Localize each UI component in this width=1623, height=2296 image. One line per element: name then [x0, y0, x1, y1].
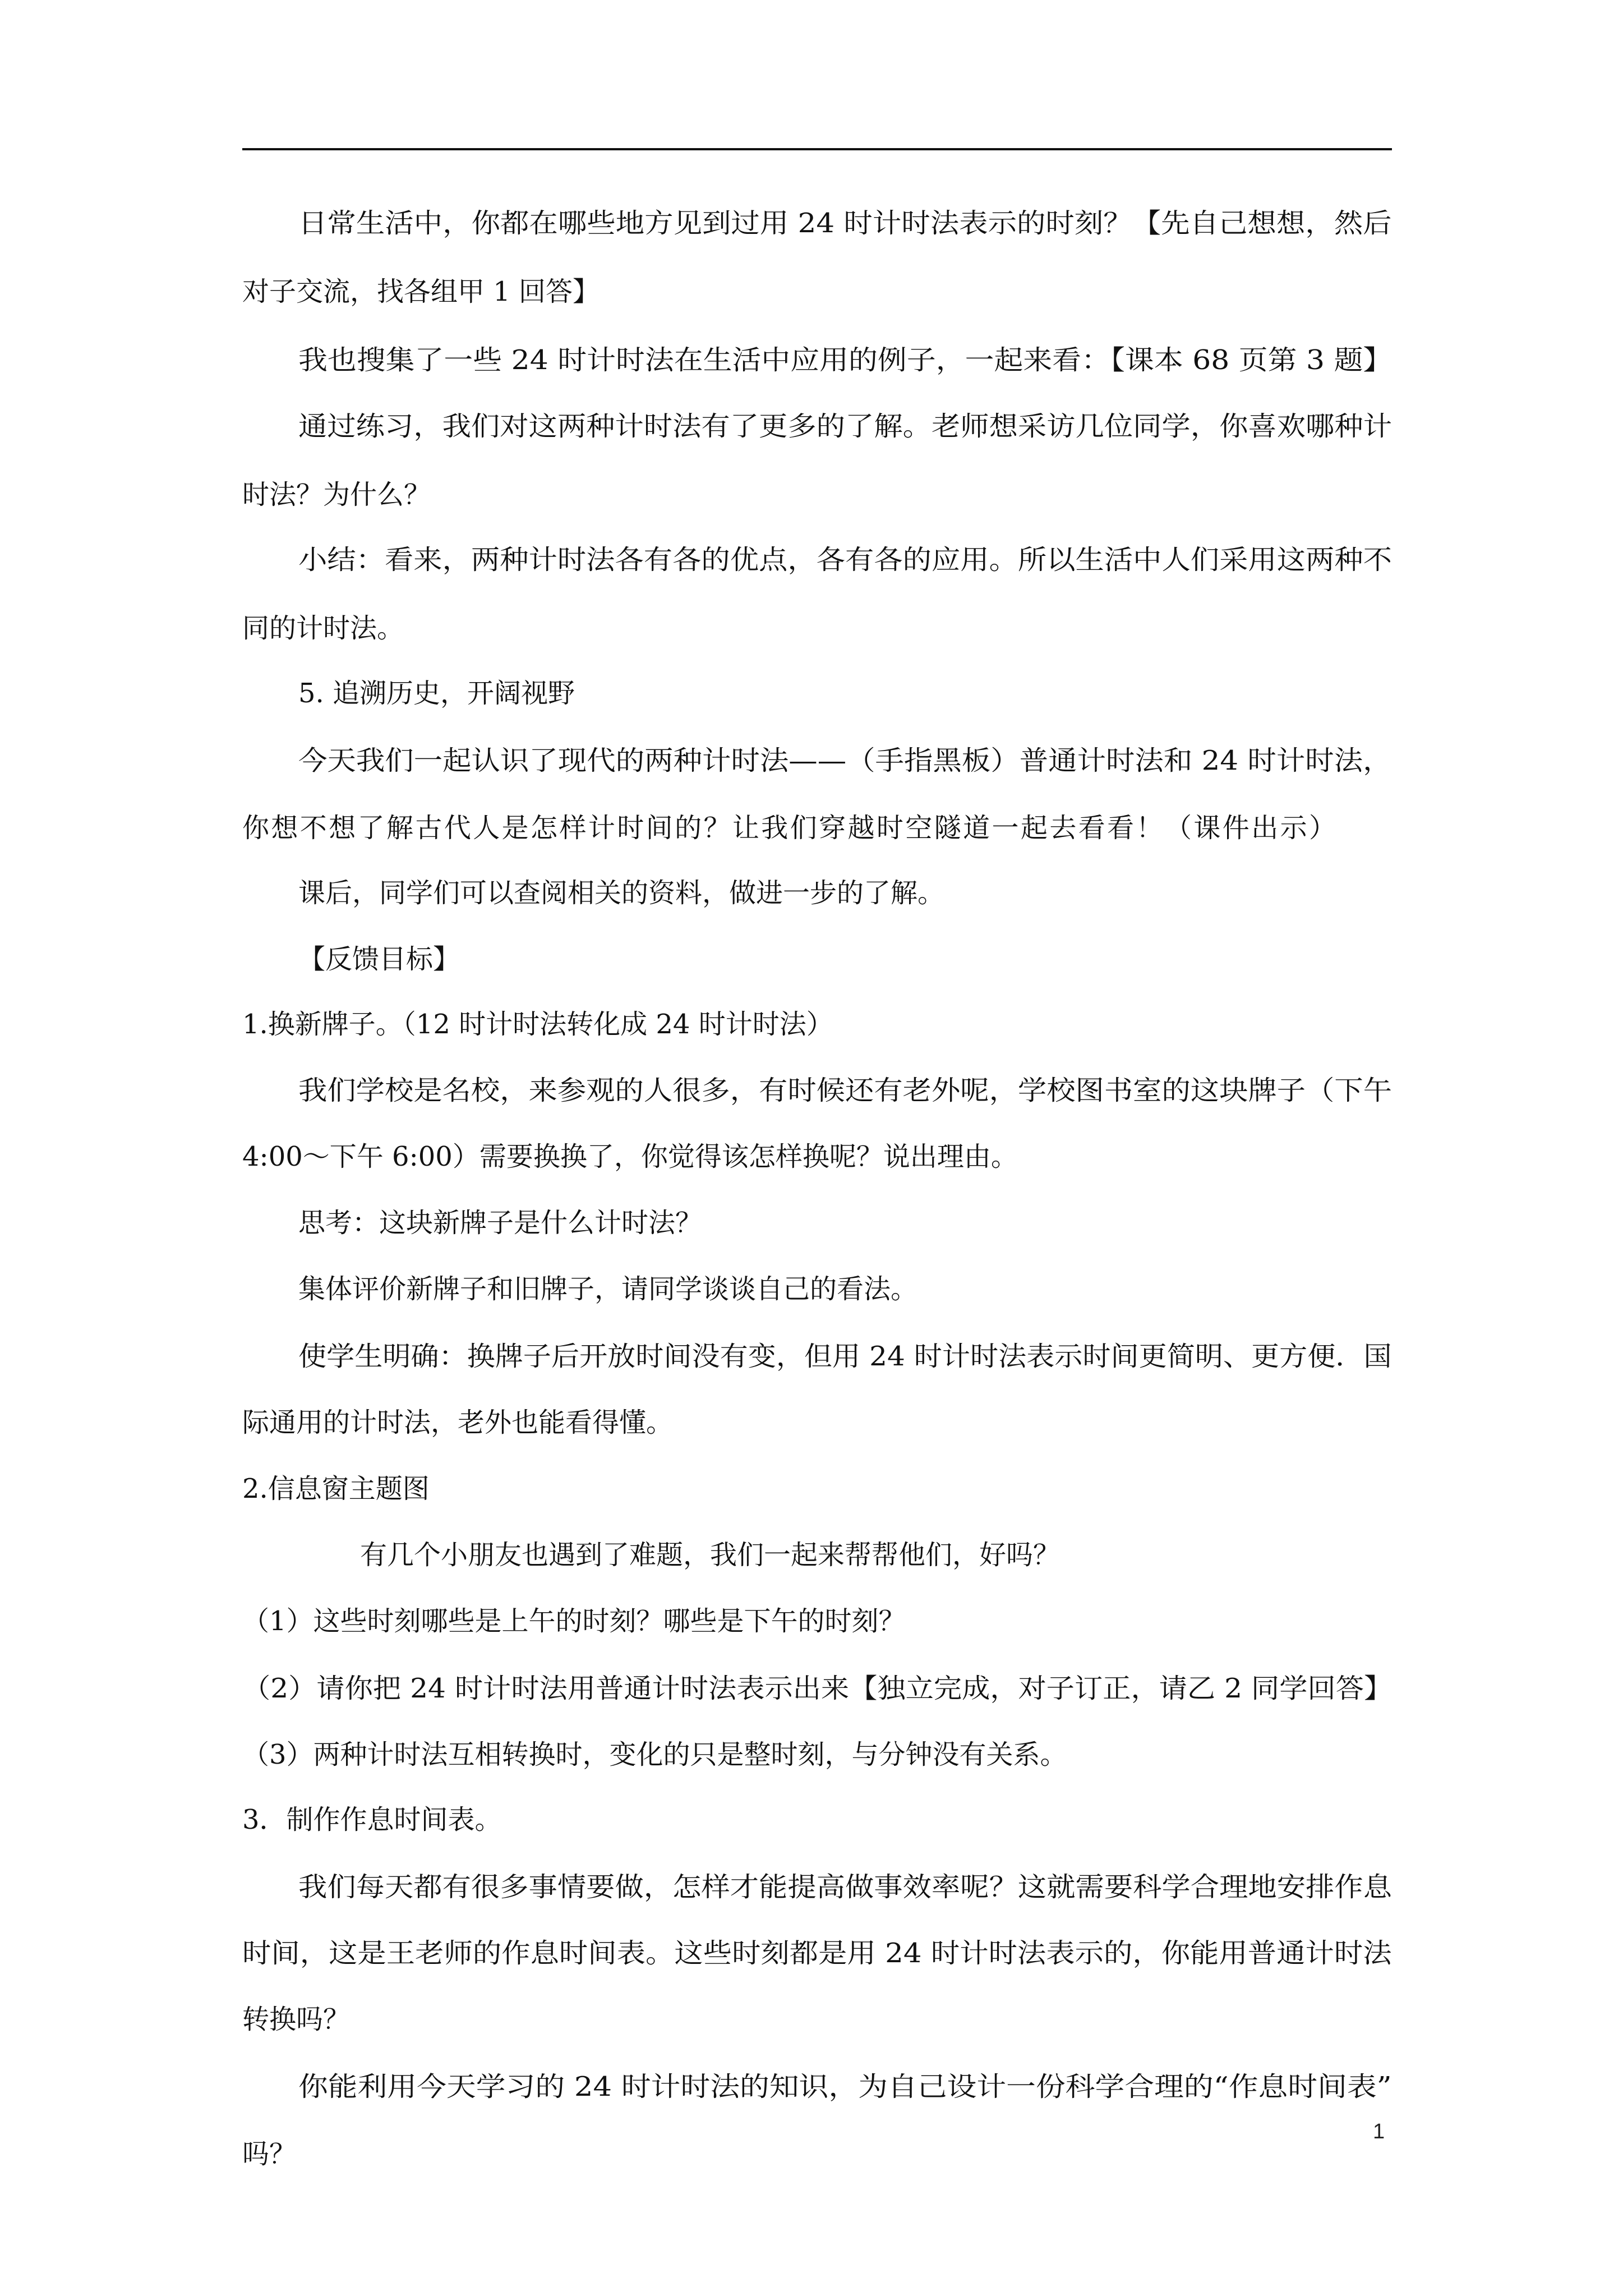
text-line: 1.换新牌子。（12 时计时法转化成 24 时计时法）	[242, 1009, 833, 1040]
text-line: 【反馈目标】	[298, 944, 460, 975]
text-line: 吗？	[242, 2138, 297, 2170]
text-line: （2）请你把 24 时计时法用普通计时法表示出来【独立完成，对子订正，请乙 2 同学回答】	[242, 1673, 1393, 1704]
text-line: 时间，这是王老师的作息时间表。这些时刻都是用 24 时计时法表示的，你能用普通计时法	[242, 1938, 1392, 1969]
text-line: 集体评价新牌子和旧牌子，请同学谈谈自己的看法。	[298, 1273, 918, 1305]
text-line: 今天我们一起认识了现代的两种计时法——（手指黑板）普通计时法和 24 时计时法，	[298, 745, 1392, 776]
text-line: 小结：看来，两种计时法各有各的优点，各有各的应用。所以生活中人们采用这两种不	[298, 544, 1393, 576]
text-line: 时法？为什么？	[242, 479, 431, 510]
text-line: 你能利用今天学习的 24 时计时法的知识，为自己设计一份科学合理的“作息时间表”	[298, 2071, 1392, 2102]
text-line: 使学生明确：换牌子后开放时间没有变，但用 24 时计时法表示时间更简明、更方便．国	[298, 1341, 1392, 1372]
text-line: 5. 追溯历史，开阔视野	[298, 678, 575, 709]
text-line: 思考：这块新牌子是什么计时法？	[298, 1207, 703, 1239]
text-line: （1）这些时刻哪些是上午的时刻？哪些是下午的时刻？	[242, 1605, 906, 1637]
text-line: 2.信息窗主题图	[242, 1473, 430, 1504]
text-line: 我们学校是名校，来参观的人很多，有时候还有老外呢，学校图书室的这块牌子（下午	[298, 1075, 1393, 1106]
text-line: 通过练习，我们对这两种计时法有了更多的了解。老师想采访几位同学，你喜欢哪种计	[298, 411, 1393, 442]
text-line: 3．制作作息时间表。	[242, 1804, 502, 1835]
text-line: 我们每天都有很多事情要做，怎样才能提高做事效率呢？这就需要科学合理地安排作息	[298, 1871, 1393, 1903]
page-number: 1	[1373, 2120, 1385, 2143]
text-line: 同的计时法。	[242, 613, 404, 644]
text-line: 4:00～下午 6:00）需要换换了，你觉得该怎样换呢？说出理由。	[242, 1141, 1018, 1172]
text-line: 对子交流，找各组甲 1 回答】	[242, 276, 600, 307]
text-line: 日常生活中，你都在哪些地方见到过用 24 时计时法表示的时刻？【先自己想想，然后	[298, 208, 1392, 239]
text-line: 我也搜集了一些 24 时计时法在生活中应用的例子，一起来看：【课本 68 页第 3 题】	[298, 344, 1393, 376]
text-line: 际通用的计时法，老外也能看得懂。	[242, 1407, 674, 1438]
header-rule	[242, 148, 1392, 150]
text-line: 你想不想了解古代人是怎样计时间的？让我们穿越时空隧道一起去看看！（课件出示）	[242, 812, 1338, 844]
text-line: 有几个小朋友也遇到了难题，我们一起来帮帮他们，好吗？	[360, 1539, 1061, 1571]
text-line: 转换吗？	[242, 2004, 351, 2035]
text-line: （3）两种计时法互相转换时，变化的只是整时刻，与分钟没有关系。	[242, 1739, 1067, 1770]
text-line: 课后，同学们可以查阅相关的资料，做进一步的了解。	[298, 877, 945, 909]
